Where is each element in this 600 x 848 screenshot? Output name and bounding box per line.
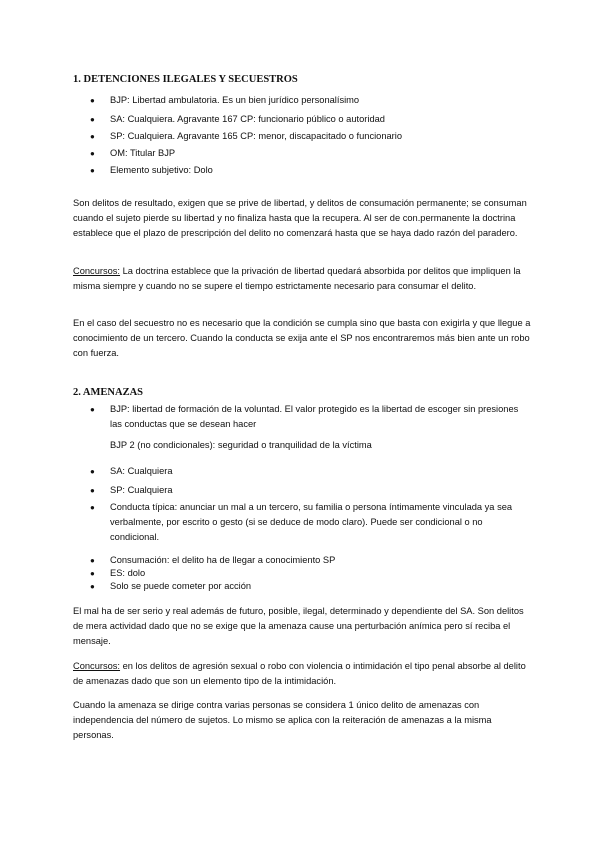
- paragraph: Son delitos de resultado, exigen que se prive de libertad, y delitos de consumación permanente; se consuman cuando el sujeto pierde su libertad y no finaliza hasta que la recupera. Al ser de con.permanente la doctrina establece que el plazo de prescripción del delito no comenzará hasta que se haya dado razón del paradero.: [73, 198, 527, 238]
- section-1-heading: 1. DETENCIONES ILEGALES Y SECUESTROS: [73, 74, 298, 85]
- list-item: ● SP: Cualquiera: [110, 483, 530, 498]
- list-item: ● SA: Cualquiera: [110, 464, 530, 479]
- bullet-icon: ●: [90, 556, 95, 565]
- list-item: ● BJP: Libertad ambulatoria. Es un bien jurídico personalísimo: [110, 93, 530, 108]
- bullet-icon: ●: [90, 132, 95, 141]
- section-2-heading: 2. AMENAZAS: [73, 387, 144, 398]
- bullet-icon: ●: [90, 503, 95, 512]
- bullet-icon: ●: [90, 486, 95, 495]
- bullet-icon: ●: [90, 582, 95, 591]
- bullet-icon: ●: [90, 149, 95, 158]
- paragraph: En el caso del secuestro no es necesario que la condición se cumpla sino que basta con exigirla y que llegue a conocimiento de un tercero. Cuando la conducta se exija ante el SP nos encontraremos más bien ante un robo con fuerza.: [73, 318, 531, 358]
- list-item: ● OM: Titular BJP: [110, 146, 530, 161]
- list-item: ● SP: Cualquiera. Agravante 165 CP: menor, discapacitado o funcionario: [110, 129, 530, 144]
- bullet-icon: ●: [90, 96, 95, 105]
- list-item: ● Elemento subjetivo: Dolo: [110, 163, 530, 178]
- paragraph-concursos: Concursos: La doctrina establece que la privación de libertad quedará absorbida por delitos que impliquen la misma siempre y cuando no se supere el tiempo estrictamente necesario para consumar el delito.: [73, 266, 521, 291]
- list-item: ● SA: Cualquiera. Agravante 167 CP: funcionario público o autoridad: [110, 112, 530, 127]
- list-item: ● Consumación: el delito ha de llegar a conocimiento SP: [110, 553, 530, 568]
- bullet-icon: ●: [90, 467, 95, 476]
- bullet-icon: ●: [90, 166, 95, 175]
- bullet-icon: ●: [90, 115, 95, 124]
- list-item-text: BJP 2 (no condicionales): seguridad o tranquilidad de la víctima: [110, 440, 372, 450]
- list-item: ● Solo se puede cometer por acción: [110, 579, 530, 594]
- list-item: ● ES: dolo: [110, 566, 530, 581]
- paragraph-concursos: Concursos: en los delitos de agresión sexual o robo con violencia o intimidación el tipo penal absorbe al delito de amenazas dado que son un elemento tipo de la intimidación.: [73, 661, 526, 686]
- paragraph: Cuando la amenaza se dirige contra varias personas se considera 1 único delito de amenazas con independencia del número de sujetos. Lo mismo se aplica con la reiteración de amenazas a la misma personas.: [73, 700, 492, 740]
- concursos-label: Concursos:: [73, 266, 121, 276]
- bullet-icon: ●: [90, 569, 95, 578]
- paragraph: El mal ha de ser serio y real además de futuro, posible, ilegal, determinado y dependiente del SA. Son delitos de mera actividad dado que no se exige que la amenaza cause una perturbación anímica pero sí reciba el mensaje.: [73, 606, 524, 646]
- list-item: ● BJP: libertad de formación de la voluntad. El valor protegido es la libertad de escoger sin presiones las conductas que se desean hacer: [90, 404, 519, 429]
- list-item: ● Conducta típica: anunciar un mal a un tercero, su familia o persona íntimamente vinculada ya sea verbalmente, por escrito o gesto (si se deduce de modo claro). Puede ser condicional o no condicional.: [90, 502, 513, 542]
- concursos-label: Concursos:: [73, 661, 121, 671]
- bullet-icon: ●: [90, 405, 95, 414]
